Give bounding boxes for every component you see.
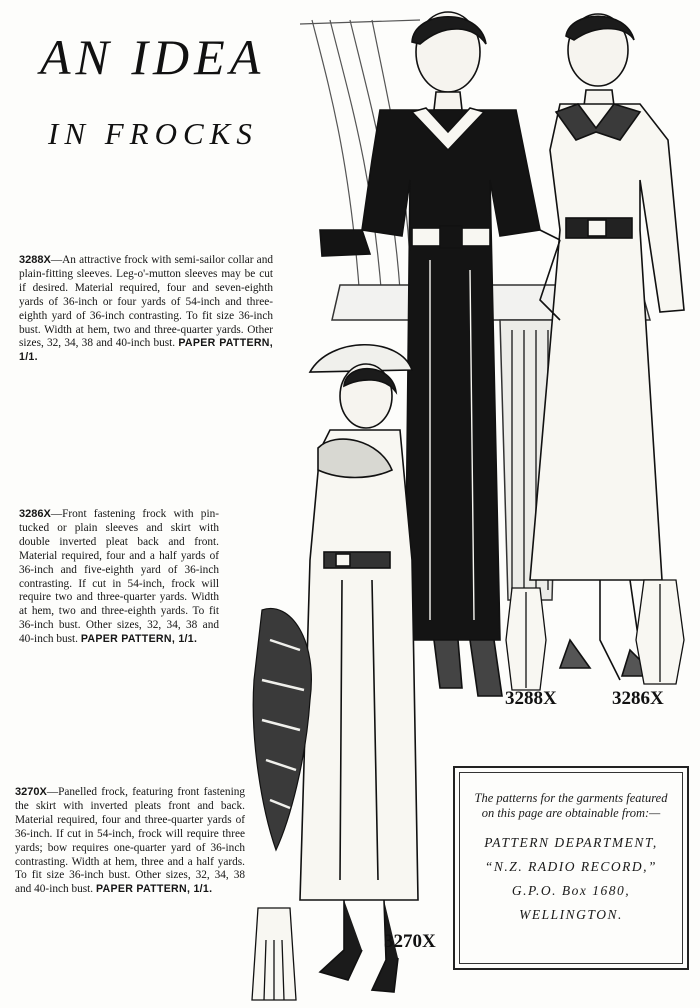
headline-line-1: AN IDEA: [40, 29, 266, 85]
pattern-code: 3288X: [19, 254, 51, 266]
figure-3270x: [300, 345, 418, 992]
back-view-3288x: [506, 588, 546, 690]
back-view-3286x: [636, 580, 684, 684]
notice-po-box: G.P.O. Box 1680,: [511, 883, 631, 898]
notice-intro: The patterns for the garments featured on this page are obtainable from:—: [474, 791, 668, 820]
pattern-description-3270x: [15, 786, 245, 897]
pattern-text: —Front fastening frock with pin-tucked or plain sleeves and skirt with double inverted pleat back and front. Material required, four and a half yards of 36-inch and five-eighth yard of 36-inch contrasting. If cut in 54-inch, frock will require two and three-quarter yards. Width at hem, two and three-eighth yards. To fit 36-inch bust. Other sizes, 32, 34, 38 and 40-inch bust.: [19, 508, 219, 646]
ordering-notice-inner: [459, 772, 683, 964]
back-view-3270x: [252, 908, 296, 1000]
pattern-price: PAPER PATTERN, 1/1.: [19, 337, 273, 364]
pattern-price: PAPER PATTERN, 1/1.: [95, 883, 213, 896]
notice-department: PATTERN DEPARTMENT,: [484, 835, 658, 850]
pattern-code: 3286X: [19, 508, 51, 520]
pattern-description-3286x: [19, 508, 219, 647]
pattern-text: —Panelled frock, featuring front fastening the skirt with inverted pleats front and back. Material required, four and three-quarter yards of 36-inch. If cut in 54-inch, frock will require three yards; bow requires one-quarter yard of 36-inch contrasting. Width at hem, three and a half yards. To fit size 36-inch bust. Other sizes, 32, 34, 38 and 40-inch bust.: [15, 786, 245, 896]
pattern-description-3288x: [19, 254, 273, 365]
figure-label-3270x: 3270X: [384, 931, 436, 952]
ordering-notice-box: [453, 766, 689, 970]
notice-city: WELLINGTON.: [519, 907, 623, 922]
figure-label-3286x: 3286X: [612, 688, 664, 709]
figure-label-3288x: 3288X: [505, 688, 557, 709]
pattern-code: 3270X: [15, 786, 47, 798]
headline-line-2: IN FROCKS: [48, 116, 258, 151]
pattern-text: —An attractive frock with semi-sailor collar and plain-fitting sleeves. Leg-o'-mutton sleeves may be cut if desired. Material required, four and seven-eighth yards of 36-inch or four yards of 54-inch and three-eighth yard of 36-inch contrasting. To fit size 36-inch bust. Width at hem, two and three-quarter yards. Other sizes, 32, 34, 38 and 40-inch bust.: [19, 254, 273, 350]
notice-publication: “N.Z. RADIO RECORD,”: [484, 859, 658, 874]
pattern-price: PAPER PATTERN, 1/1.: [80, 633, 198, 646]
